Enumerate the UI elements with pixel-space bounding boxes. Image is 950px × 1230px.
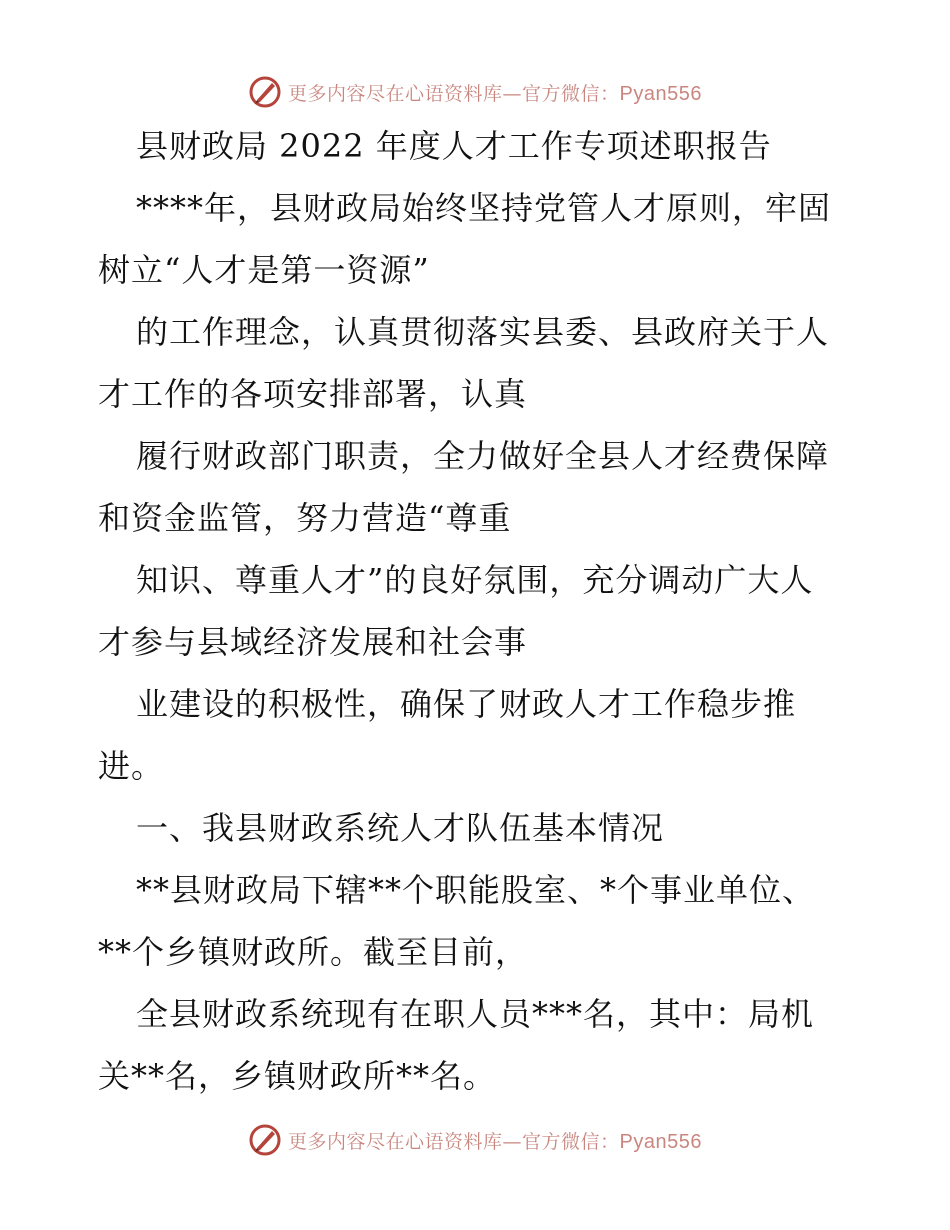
watermark-id: Pyan556 [619, 82, 702, 105]
document-line: 和资金监管，努力营造“尊重 [98, 499, 512, 537]
document-line: 才参与县域经济发展和社会事 [98, 623, 528, 661]
watermark-label: 更多内容尽在心语资料库—官方微信： [288, 1130, 620, 1153]
document-body [98, 124, 858, 1098]
document-line: ****年，县财政局始终坚持党管人才原则，牢固 [136, 189, 832, 227]
document-line: 知识、尊重人才”的良好氛围，充分调动广大人 [136, 561, 814, 599]
quill-logo-icon [248, 75, 282, 109]
document-line: 才工作的各项安排部署，认真 [98, 375, 528, 413]
document-line: 树立“人才是第一资源” [98, 251, 430, 289]
quill-logo-icon [248, 1123, 282, 1157]
section-heading: 一、我县财政系统人才队伍基本情况 [136, 809, 665, 847]
watermark-label: 更多内容尽在心语资料库—官方微信： [288, 82, 620, 105]
document-line: 进。 [98, 747, 165, 785]
document-line: 业建设的积极性，确保了财政人才工作稳步推 [136, 685, 797, 723]
document-line: 履行财政部门职责，全力做好全县人才经费保障 [136, 437, 830, 475]
footer-watermark [0, 1120, 950, 1160]
document-line: 的工作理念，认真贯彻落实县委、县政府关于人 [136, 313, 830, 351]
watermark-text [288, 1127, 702, 1154]
document-title: 县财政局 2022 年度人才工作专项述职报告 [136, 127, 772, 165]
document-line: 全县财政系统现有在职人员***名，其中：局机 [136, 995, 815, 1033]
header-watermark [0, 72, 950, 112]
document-line: **个乡镇财政所。截至目前， [98, 933, 529, 971]
document-line: **县财政局下辖**个职能股室、*个事业单位、 [136, 871, 816, 909]
document-line: 关**名，乡镇财政所**名。 [98, 1057, 497, 1095]
watermark-id: Pyan556 [619, 1130, 702, 1153]
watermark-text [288, 79, 702, 106]
